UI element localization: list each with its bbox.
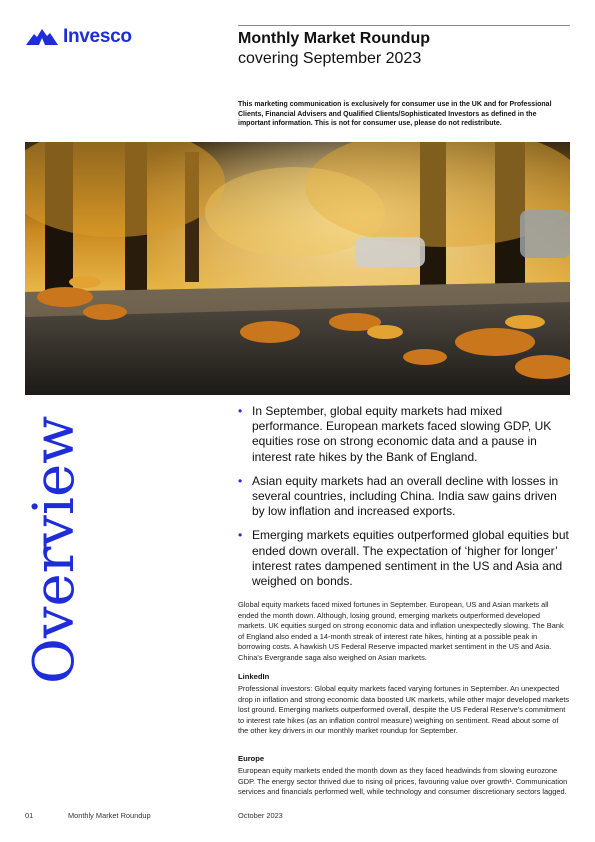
intro-paragraph: Global equity markets faced mixed fortunes in September. European, US and Asian markets all ended the month down. Although, losing ground, emerging markets outperformed developed markets. UK equities surged on strong economic data and inflation unexpectedly slowing. The Bank of England also ended a 14-month streak of interest rate hikes, hinting at a possible peak in borrowing costs. A hawkish US Federal Reserve impacted market sentiment in the US and Asia. China’s Evergrande saga also weighed on Asian markets. xyxy=(238,600,564,662)
page-number: 01 xyxy=(25,811,34,820)
brand-name: Invesco xyxy=(63,26,132,47)
key-point xyxy=(238,528,570,589)
key-points-list xyxy=(238,404,570,598)
overview-heading-text: Overview xyxy=(22,415,88,685)
key-point xyxy=(238,404,570,465)
bullet-icon: • xyxy=(238,404,243,418)
bullet-icon: • xyxy=(238,473,243,488)
page-title: Monthly Market Roundup xyxy=(238,30,430,47)
linkedin-heading: LinkedIn xyxy=(238,672,270,681)
autumn-street-photo xyxy=(25,142,570,395)
europe-heading: Europe xyxy=(238,754,265,763)
page-subtitle: covering September 2023 xyxy=(238,50,422,67)
footer-date: October 2023 xyxy=(238,811,283,820)
disclaimer-text: This marketing communication is exclusively for consumer use in the UK and for Professional Clients, Financial Advisers and Qualified Clients/Sophisticated Investors as defined in the important information. This is not for consumer use, please do not redistribute. xyxy=(238,101,552,127)
invesco-logo xyxy=(25,26,132,48)
bullet-icon: • xyxy=(238,528,243,543)
title-divider xyxy=(238,25,570,26)
europe-paragraph: European equity markets ended the month down as they faced headwinds from slowing eurozone GDP. The energy sector thrived due to rising oil prices, favouring value over growth¹. Communication services and financials performed well, while technology and consumer discretionary sectors lagged. xyxy=(238,766,568,796)
key-point xyxy=(238,474,570,520)
linkedin-paragraph: Professional investors: Global equity markets faced varying fortunes in September. An unexpected drop in inflation and strong economic data boosted UK markets, while other major developed markets lost ground. Emerging markets outperformed overall, despite the US Federal Reserve’s commitment to interest rate hikes (as an inflation control measure) weighing on sentiment. Read about some of the other key drivers in our monthly market roundup for September. xyxy=(238,684,570,735)
invesco-mountain-icon xyxy=(25,27,59,47)
key-point-text: Asian equity markets had an overall decline with losses in several countries, including China. India saw gains driven by low inflation and increased exports. xyxy=(252,473,559,519)
key-point-text: Emerging markets equities outperformed global equities but ended down overall. The expectation of ‘higher for longer’ interest rates dampened sentiment in the US and Asia and weighed on bonds. xyxy=(252,528,569,589)
overview-side-title xyxy=(22,405,88,695)
key-point-text: In September, global equity markets had mixed performance. European markets faced slowing GDP, UK equities rose on strong economic data and a pause in interest rate hikes by the Bank of England. xyxy=(252,404,552,464)
footer-title: Monthly Market Roundup xyxy=(68,811,151,820)
